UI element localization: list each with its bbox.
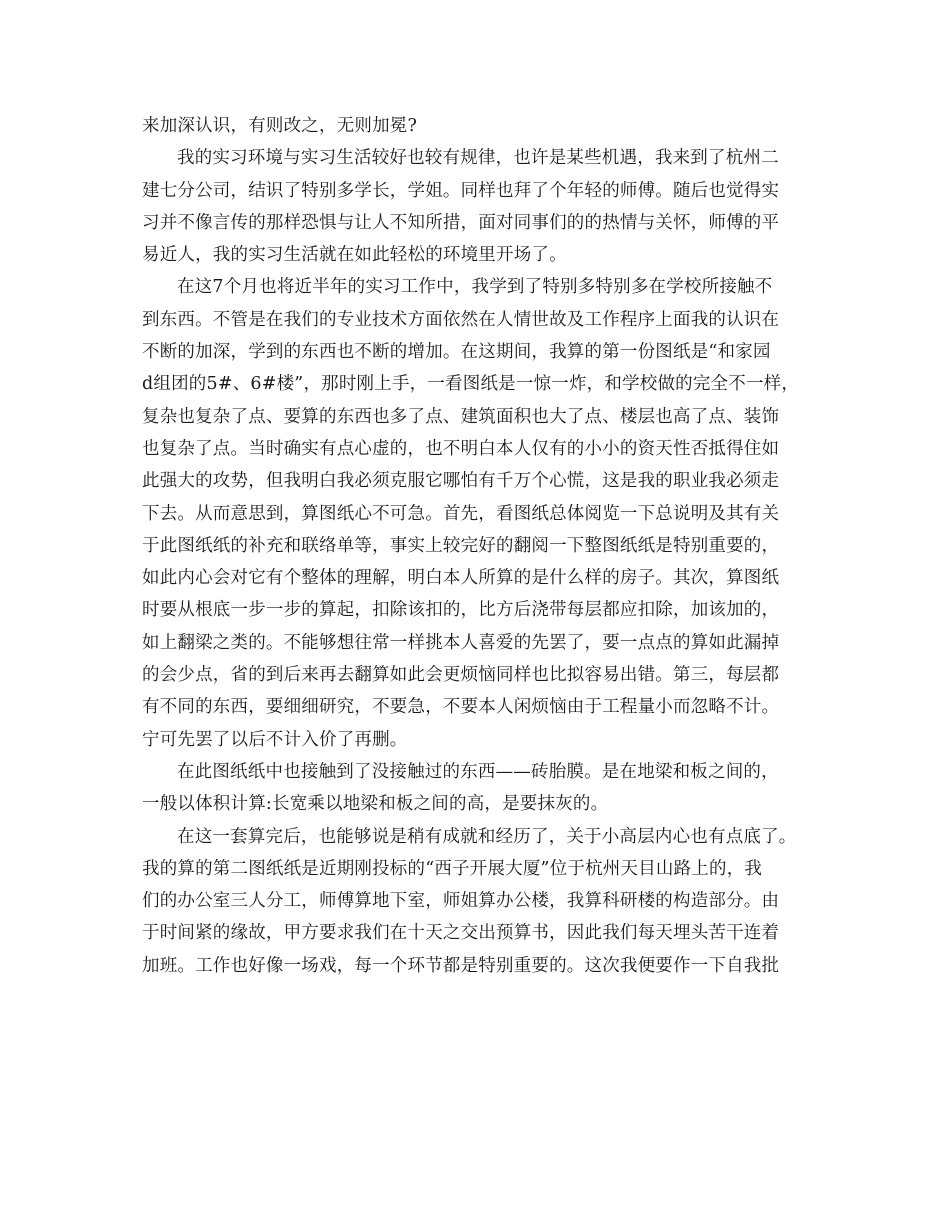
text-line: 建七分公司，结识了特别多学长，学姐。同样也拜了个年轻的师傅。随后也觉得实 [142, 180, 780, 201]
text-line: 时要从根底一步一步的算起，扣除该扣的，比方后浇带每层都应扣除，加该加的， [142, 600, 780, 621]
text-line: 宁可先罢了以后不计入价了再删。 [142, 729, 408, 750]
text-line: 在此图纸纸中也接触到了没接触过的东西——砖胎膜。是在地梁和板之间的， [177, 761, 779, 782]
document-body [142, 110, 832, 982]
text-line: 到东西。不管是在我们的专业技术方面依然在人情世故及工作程序上面我的认识在 [142, 309, 780, 330]
text-line: 我的算的第二图纸纸是近期刚投标的“西子开展大厦”位于杭州天目山路上的，我 [142, 858, 763, 879]
text-line: 易近人，我的实习生活就在如此轻松的环境里开场了。 [142, 245, 567, 266]
text-line: 我的实习环境与实习生活较好也较有规律，也许是某些机遇，我来到了杭州二 [177, 148, 779, 169]
text-line: 有不同的东西，要细细研究，不要急，不要本人闲烦恼由于工程量小而忽略不计。 [142, 697, 780, 718]
text-line: 复杂也复杂了点、要算的东西也多了点、建筑面积也大了点、楼层也高了点、装饰 [142, 406, 780, 427]
text-line: d组团的5#、6#楼”，那时刚上手，一看图纸是一惊一炸，和学校做的完全不一样， [142, 374, 800, 395]
text-line: 习并不像言传的那样恐惧与让人不知所措，面对同事们的的热情与关怀，师傅的平 [142, 212, 780, 233]
text-line: 的会少点，省的到后来再去翻算如此会更烦恼同样也比拟容易出错。第三，每层都 [142, 665, 780, 686]
text-line: 们的办公室三人分工，师傅算地下室，师姐算办公楼，我算科研楼的构造部分。由 [142, 891, 780, 912]
text-line: 在这7个月也将近半年的实习工作中，我学到了特别多特别多在学校所接触不 [177, 277, 773, 298]
text-line: 一般以体积计算:长宽乘以地梁和板之间的高，是要抹灰的。 [142, 794, 609, 815]
text-line: 来加深认识，有则改之，无则加冕? [142, 116, 418, 136]
text-line: 下去。从而意思到，算图纸心不可急。首先，看图纸总体阅览一下总说明及其有关 [142, 503, 780, 524]
text-line: 不断的加深，学到的东西也不断的增加。在这期间，我算的第一份图纸是“和家园 [142, 342, 771, 363]
text-line: 在这一套算完后，也能够说是稍有成就和经历了，关于小高层内心也有点底了。 [177, 826, 797, 847]
text-line: 加班。工作也好像一场戏，每一个环节都是特别重要的。这次我便要作一下自我批 [142, 955, 780, 976]
text-line: 此强大的攻势，但我明白我必须克服它哪怕有千万个心慌，这是我的职业我必须走 [142, 471, 780, 492]
text-line: 如此内心会对它有个整体的理解，明白本人所算的是什么样的房子。其次，算图纸 [142, 568, 780, 589]
text-line: 如上翻梁之类的。不能够想往常一样挑本人喜爱的先罢了，要一点点的算如此漏掉 [142, 632, 780, 653]
text-line: 也复杂了点。当时确实有点心虚的，也不明白本人仅有的小小的资天性否抵得住如 [142, 438, 780, 459]
text-line: 于此图纸纸的补充和联络单等，事实上较完好的翻阅一下整图纸纸是特别重要的， [142, 535, 780, 556]
text-line: 于时间紧的缘故，甲方要求我们在十天之交出预算书，因此我们每天埋头苦干连着 [142, 923, 780, 944]
